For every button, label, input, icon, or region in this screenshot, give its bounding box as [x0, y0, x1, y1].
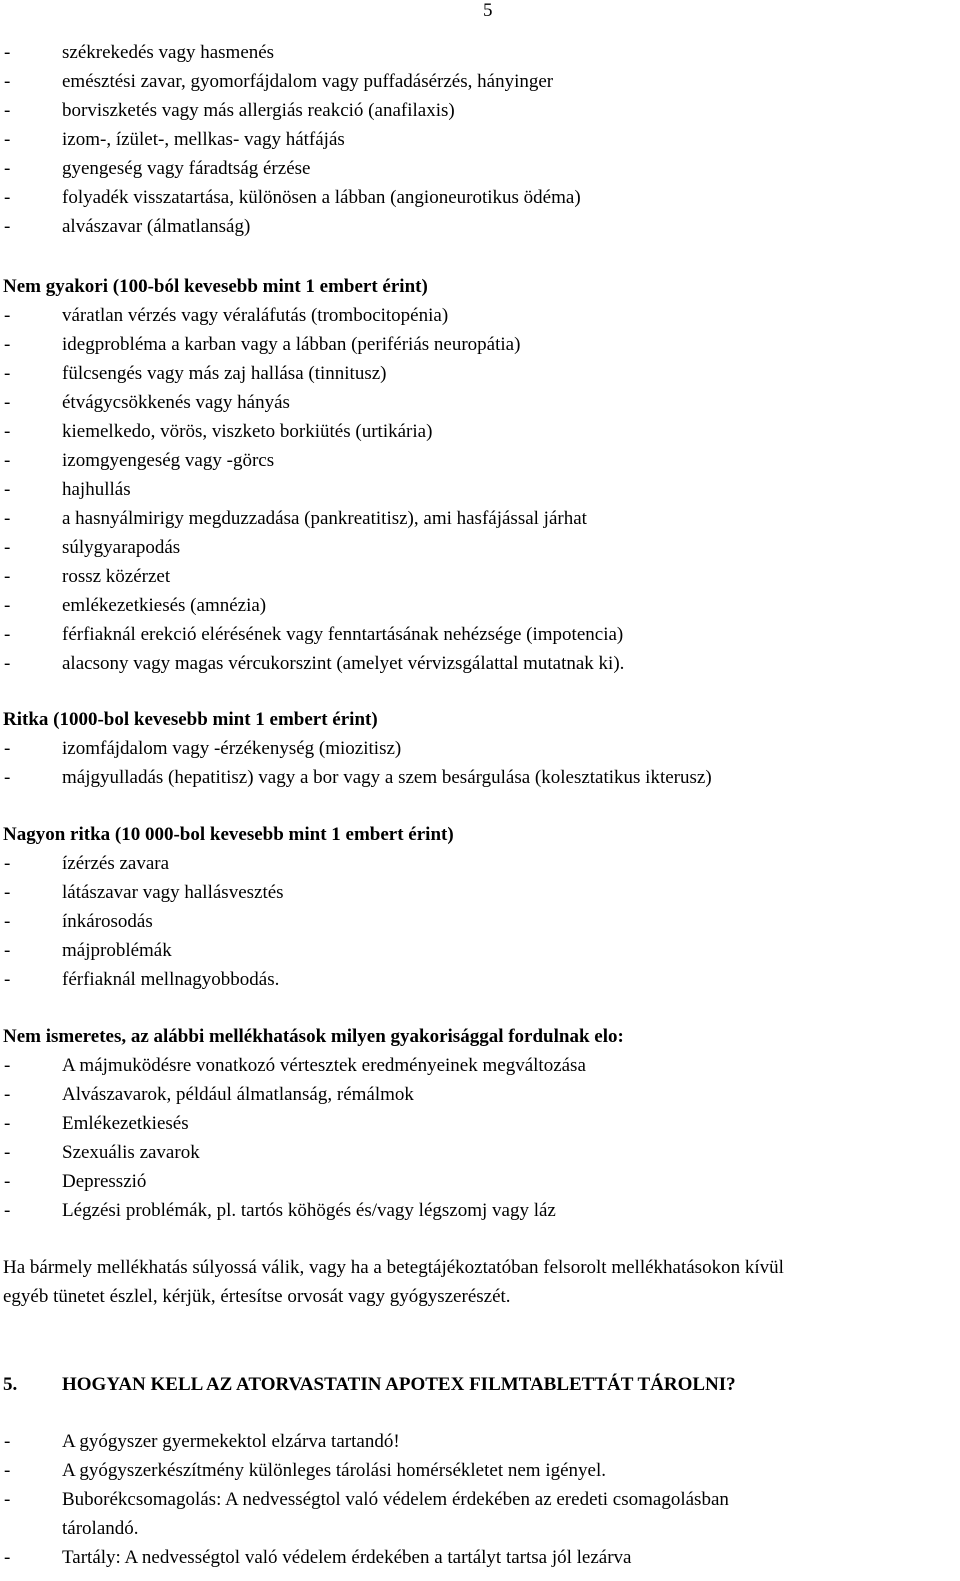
- list-item: - emlékezetkiesés (amnézia): [0, 591, 960, 620]
- list-item: - idegprobléma a karban vagy a lábban (perifériás neuropátia): [0, 330, 960, 359]
- list-item: - A gyógyszer gyermekektol elzárva tartandó!: [0, 1427, 960, 1456]
- section-title-text: HOGYAN KELL AZ ATORVASTATIN APOTEX FILMTABLETTÁT TÁROLNI?: [62, 1374, 736, 1395]
- page-number: 5: [483, 0, 493, 21]
- bullet-dash: -: [4, 1547, 11, 1568]
- list-item: - székrekedés vagy hasmenés: [0, 38, 960, 67]
- bullet-dash: -: [4, 1431, 11, 1452]
- bullet-dash: -: [4, 42, 11, 63]
- bullet-dash: -: [4, 738, 11, 759]
- list-item: - fülcsengés vagy más zaj hallása (tinnitusz): [0, 359, 960, 388]
- list-item: - emésztési zavar, gyomorfájdalom vagy puffadásérzés, hányinger: [0, 67, 960, 96]
- bullet-dash: -: [4, 421, 11, 442]
- common-effects-list: [0, 38, 960, 241]
- bullet-dash: -: [4, 71, 11, 92]
- bullet-dash: -: [4, 1460, 11, 1481]
- list-item: - látászavar vagy hallásvesztés: [0, 878, 960, 907]
- section-5: [0, 1370, 960, 1399]
- list-item: - gyengeség vagy fáradtság érzése: [0, 154, 960, 183]
- list-item: - férfiaknál mellnagyobbodás.: [0, 965, 960, 994]
- list-item: - izomgyengeség vagy -görcs: [0, 446, 960, 475]
- list-item: - alacsony vagy magas vércukorszint (amelyet vérvizsgálattal mutatnak ki).: [0, 649, 960, 678]
- list-item: - váratlan vérzés vagy véraláfutás (trombocitopénia): [0, 301, 960, 330]
- bullet-dash: -: [4, 129, 11, 150]
- bullet-dash: -: [4, 1142, 11, 1163]
- bullet-dash: -: [4, 1055, 11, 1076]
- bullet-dash: -: [4, 624, 11, 645]
- bullet-dash: -: [4, 1200, 11, 1221]
- bullet-dash: -: [4, 450, 11, 471]
- bullet-dash: -: [4, 508, 11, 529]
- list-item-continuation: tárolandó.: [62, 1518, 139, 1539]
- notice-line: egyéb tünetet észlel, kérjük, értesítse orvosát vagy gyógyszerészét.: [3, 1286, 511, 1307]
- list-item: - Alvászavarok, például álmatlanság, rémálmok: [0, 1080, 960, 1109]
- notice-line: Ha bármely mellékhatás súlyossá válik, vagy ha a betegtájékoztatóban felsorolt mellékhatásokon kívül: [3, 1257, 784, 1278]
- list-item: - borviszketés vagy más allergiás reakció (anafilaxis): [0, 96, 960, 125]
- bullet-dash: -: [4, 216, 11, 237]
- section-heading: Ritka (1000-bol kevesebb mint 1 embert érint): [3, 709, 378, 730]
- bullet-dash: -: [4, 940, 11, 961]
- bullet-dash: -: [4, 100, 11, 121]
- bullet-dash: -: [4, 479, 11, 500]
- bullet-dash: -: [4, 969, 11, 990]
- list-item: - kiemelkedo, vörös, viszketo borkiütés (urtikária): [0, 417, 960, 446]
- list-item: - májproblémák: [0, 936, 960, 965]
- list-item: - Buborékcsomagolás: A nedvességtol való védelem érdekében az eredeti csomagolásban: [0, 1485, 960, 1514]
- bullet-dash: -: [4, 853, 11, 874]
- bullet-dash: -: [4, 566, 11, 587]
- list-item: - rossz közérzet: [0, 562, 960, 591]
- unknown-frequency-section: [0, 1022, 960, 1225]
- bullet-dash: -: [4, 595, 11, 616]
- bullet-dash: -: [4, 305, 11, 326]
- section-heading: Nagyon ritka (10 000-bol kevesebb mint 1 embert érint): [3, 824, 454, 845]
- bullet-dash: -: [4, 1113, 11, 1134]
- list-item: - alvászavar (álmatlanság): [0, 212, 960, 241]
- list-item: - májgyulladás (hepatitisz) vagy a bor vagy a szem besárgulása (kolesztatikus ikterusz): [0, 763, 960, 792]
- bullet-dash: -: [4, 392, 11, 413]
- list-item: - izomfájdalom vagy -érzékenység (miozitisz): [0, 734, 960, 763]
- list-item: - Szexuális zavarok: [0, 1138, 960, 1167]
- list-item: - a hasnyálmirigy megduzzadása (pankreatitisz), ami hasfájással járhat: [0, 504, 960, 533]
- bullet-dash: -: [4, 158, 11, 179]
- bullet-dash: -: [4, 1171, 11, 1192]
- rare-section: [0, 705, 960, 792]
- list-item: - súlygyarapodás: [0, 533, 960, 562]
- bullet-dash: -: [4, 882, 11, 903]
- storage-list: [0, 1427, 960, 1572]
- list-item: - Depresszió: [0, 1167, 960, 1196]
- list-item: - Légzési problémák, pl. tartós köhögés és/vagy légszomj vagy láz: [0, 1196, 960, 1225]
- bullet-dash: -: [4, 1084, 11, 1105]
- notice-paragraph: [0, 1253, 960, 1311]
- bullet-dash: -: [4, 653, 11, 674]
- list-item: - Emlékezetkiesés: [0, 1109, 960, 1138]
- list-item: - Tartály: A nedvességtol való védelem érdekében a tartályt tartsa jól lezárva: [0, 1543, 960, 1572]
- section-5-title: [0, 1370, 960, 1399]
- list-item: - A májmuködésre vonatkozó vértesztek eredményeinek megváltozása: [0, 1051, 960, 1080]
- list-item: - étvágycsökkenés vagy hányás: [0, 388, 960, 417]
- list-item: - hajhullás: [0, 475, 960, 504]
- bullet-dash: -: [4, 911, 11, 932]
- very-rare-section: [0, 820, 960, 994]
- list-item: - A gyógyszerkészítmény különleges tárolási homérsékletet nem igényel.: [0, 1456, 960, 1485]
- bullet-dash: -: [4, 363, 11, 384]
- section-number: 5.: [3, 1374, 18, 1395]
- list-item: - folyadék visszatartása, különösen a lábban (angioneurotikus ödéma): [0, 183, 960, 212]
- list-item: - ínkárosodás: [0, 907, 960, 936]
- bullet-dash: -: [4, 1489, 11, 1510]
- bullet-dash: -: [4, 187, 11, 208]
- bullet-dash: -: [4, 537, 11, 558]
- list-item: - ízérzés zavara: [0, 849, 960, 878]
- list-item: - férfiaknál erekció elérésének vagy fenntartásának nehézsége (impotencia): [0, 620, 960, 649]
- uncommon-section: [0, 272, 960, 678]
- section-heading: Nem gyakori (100-ból kevesebb mint 1 embert érint): [3, 276, 428, 297]
- list-item: - izom-, ízület-, mellkas- vagy hátfájás: [0, 125, 960, 154]
- section-heading: Nem ismeretes, az alábbi mellékhatások milyen gyakorisággal fordulnak elo:: [3, 1026, 624, 1047]
- bullet-dash: -: [4, 767, 11, 788]
- bullet-dash: -: [4, 334, 11, 355]
